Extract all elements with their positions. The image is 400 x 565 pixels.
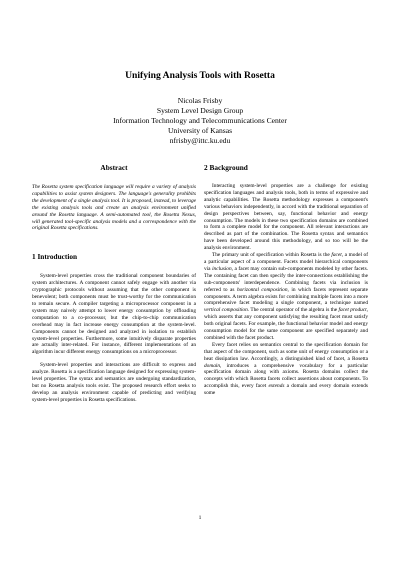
text-run: , in which facets represent separate components. A term algebra exists for combining multiple facets into a more comprehensive facet modeling a single component, a technique named: [204, 286, 369, 307]
paper-title: Unifying Analysis Tools with Rosetta: [125, 70, 275, 81]
author-email: nfrisby@ittc.ku.edu: [169, 136, 231, 145]
section-1-paragraph-1: System-level properties cross the traditional component boundaries of system architectures. A component cannot safely engage with another via cryptographic protocols without assuming that the other component is benevolent; both components must be trust-worthy for the communication to remain secure. A compiler targeting a microprocessor component in a system may naively attempt to lower energy consumption by offloading computation to a co-processor, but the chip-to-chip communication overhead may in fact increase energy consumption at the system-level. Components cannot be designed and analyzed in isolation to establish system-level properties. Furthermore, some intuitively disparate properties are actually inter-related. For instance, different implementations of an algorithm incur different energy consumptions on a microprocessor.: [32, 273, 196, 356]
term-extends: extends: [268, 383, 285, 390]
section-2-paragraph-2: [204, 252, 368, 342]
section-2-heading: 2 Background: [204, 163, 248, 172]
text-run: . The central operator of the algebra is the: [247, 307, 339, 314]
section-2-paragraph-1: Interacting system-level properties are a challenge for existing specification languages and analysis tools, both in terms of expressive and analytic capabilities. The Rosetta methodology expresses a component's various behaviors independently, in accord with the traditional separation of design perspectives between, say, functional behavior and energy consumption. The models in these two specification domains are combined to form a complete model for the component. All relevant interactions are described as part of the combination. The Rosetta syntax and semantics have been developed around this methodology, and so too will be the analysis environment.: [204, 183, 368, 252]
text-run: a domain and every domain extends some: [204, 383, 368, 397]
author-group: System Level Design Group: [156, 106, 244, 115]
section-1-paragraph-2: System-level properties and interactions are difficult to express and analyze. Rosetta is a specification language designed for expressing system-level properties. The syntax and semantics are undergoing standardization, but no Rosetta analysis tools exist. The proposed research effort seeks to develop an analysis environment capable of predicting and verifying system-level properties in Rosetta specifications.: [32, 362, 196, 403]
text-run: , introduces a comprehensive vocabulary for a particular specification domain along with axioms. Rosetta domains collect the concepts with which Rosetta facets collect assertions about components. To accomplish this, every facet: [204, 362, 368, 390]
term-domain: domain: [204, 362, 221, 369]
section-1-heading: 1 Introduction: [32, 252, 78, 262]
abstract-text: The Rosetta system specification language will require a variety of analysis capabilities to assist system designers. The language's generality prohibits the development of a single analysis tool. It is proposed, instead, to leverage the existing analysis tools and create an analysis environment unified around the Rosetta language. A semi-automated tool, the Rosetta Nexus, will generated tool-specific analysis models and a correspondence with the original Rosetta specifications.: [32, 184, 196, 232]
author-university: University of Kansas: [167, 126, 233, 135]
author-block: [0, 96, 400, 146]
page-number: 1: [198, 515, 202, 521]
term-vertical-composition: vertical composition: [204, 307, 248, 314]
term-inclusion: inclusion: [212, 265, 232, 272]
text-run: , which asserts that any component satisfying the resulting facet must satisfy both original facets. For example, the functional behavior model and energy consumption model for the same component are specified separately and combined with the facet product.: [204, 307, 368, 341]
author-name: Nicolas Frisby: [177, 96, 223, 105]
abstract-heading: Abstract: [100, 163, 128, 172]
section-2-paragraph-3: [204, 342, 368, 397]
text-run: Every facet relies on semantics central to the specification domain for that aspect of the component, such as some unit of energy consumption or a heat dissipation law. Accordingly, a distinguished kind of facet, a Rosetta: [204, 341, 368, 362]
text-run: , a model of a particular aspect of a component. Facets model hierarchical components via: [204, 252, 369, 272]
term-facet: facet: [331, 252, 342, 259]
text-run: , a facet may contain sub-components modeled by other facets. The containing facet can then specify the inter-connections establishing the sub-components' interdependence. Combining facets via inclusion is referred to as: [204, 265, 368, 293]
author-center: Information Technology and Telecommunications Center: [113, 116, 287, 125]
term-horizontal-composition: horizontal composition: [236, 286, 288, 293]
text-run: The primary unit of specification within Rosetta is the: [212, 252, 332, 259]
left-column: [32, 163, 196, 404]
term-facet-product: facet product: [338, 307, 367, 314]
right-column: [204, 163, 368, 397]
